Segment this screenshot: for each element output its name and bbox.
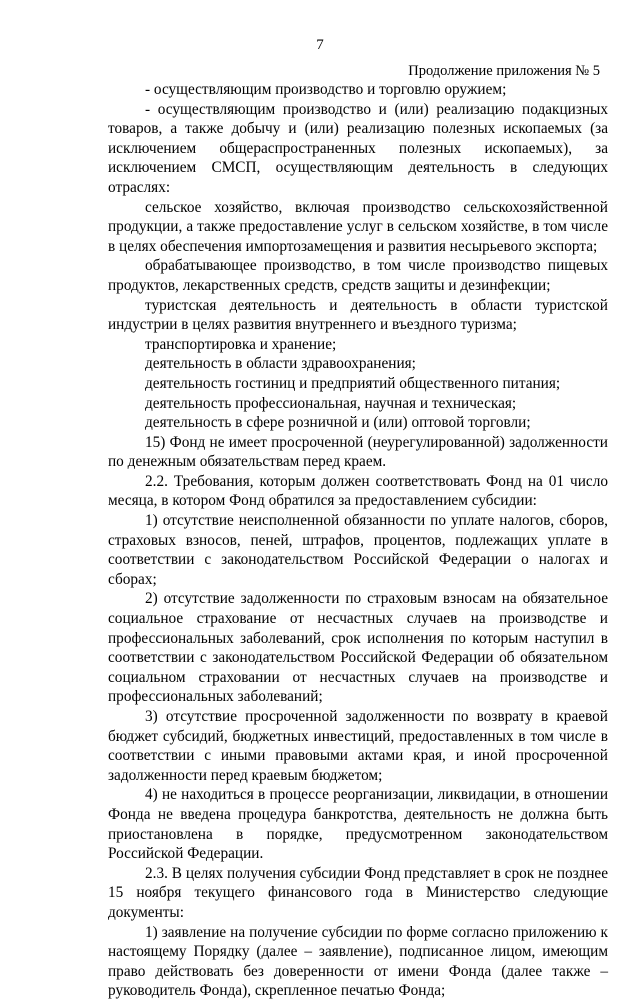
paragraph: 2) отсутствие задолженности по страховым взносам на обязательное социальное страхование от несчастных случаев на производстве и профессиональных заболеваний, срок исполнения по которым наступил в соответствии с законодательством Российской Федерации об обязательном социальном страховании от несчастных случаев на производстве и профессиональных заболеваний; — [108, 590, 608, 706]
paragraph: деятельность в сфере розничной и (или) оптовой торговли; — [145, 414, 531, 432]
paragraph: 3) отсутствие просроченной задолженности по возврату в краевой бюджет субсидий, бюджетных инвестиций, предоставленных в том числе в соответствии с иными правовыми актами края, и иной просроченной задолженности перед краевым бюджетом; — [108, 708, 608, 784]
paragraph: деятельность в области здравоохранения; — [145, 355, 416, 373]
paragraph: деятельность профессиональная, научная и техническая; — [145, 394, 517, 412]
paragraph: - осуществляющим производство и торговлю оружием; — [145, 81, 507, 98]
paragraph: 2.3. В целях получения субсидии Фонд представляет в срок не позднее 15 ноября текущего финансового года в Министерство следующие документы: — [108, 864, 608, 921]
paragraph: 2.2. Требования, которым должен соответствовать Фонд на 01 число месяца, в котором Фонд обратился за предоставлением субсидии: — [108, 472, 608, 510]
paragraph: 1) заявление на получение субсидии по форме согласно приложению к настоящему Порядку (далее – заявление), подписанное лицом, имеющим право действовать без доверенности от имени Фонда (далее также – руководитель Фонда), скрепленное печатью Фонда; — [108, 923, 608, 1000]
paragraph: обрабатывающее производство, в том числе производство пищевых продуктов, лекарственных средств, средств защиты и дезинфекции; — [108, 257, 608, 294]
paragraph: деятельность гостиниц и предприятий общественного питания; — [145, 374, 561, 392]
paragraph: 4) не находиться в процессе реорганизации, ликвидации, в отношении Фонда не введена процедура банкротства, деятельность не должна быть приостановлена в порядке, предусмотренном законодательством Российской Федерации. — [108, 786, 608, 863]
page-number: 7 — [316, 37, 324, 53]
paragraph: сельское хозяйство, включая производство сельскохозяйственной продукции, а также предоставление услуг в сельском хозяйстве, в том числе в целях обеспечения импортозамещения и развития несырьевого экспорта; — [108, 198, 608, 255]
paragraph: 1) отсутствие неисполненной обязанности по уплате налогов, сборов, страховых взносов, пеней, штрафов, процентов, подлежащих уплате в соответствии с законодательством Российской Федерации о налогах и сборах; — [108, 512, 608, 588]
paragraph: туристская деятельность и деятельность в области туристской индустрии в целях развития внутреннего и въездного туризма; — [108, 296, 608, 334]
paragraph: 15) Фонд не имеет просроченной (неурегулированной) задолженности по денежным обязательствам перед краем. — [108, 433, 608, 471]
paragraph: транспортировка и хранение; — [145, 335, 337, 353]
paragraph: - осуществляющим производство и (или) реализацию подакцизных товаров, а также добычу и (или) реализацию полезных ископаемых (за исключением общераспространенных полезных ископаемых), за исключением СМСП, осуществляющим деятельность в следующих отраслях: — [108, 100, 608, 196]
document-body — [108, 80, 608, 1001]
running-header: Продолжение приложения № 5 — [408, 63, 600, 79]
